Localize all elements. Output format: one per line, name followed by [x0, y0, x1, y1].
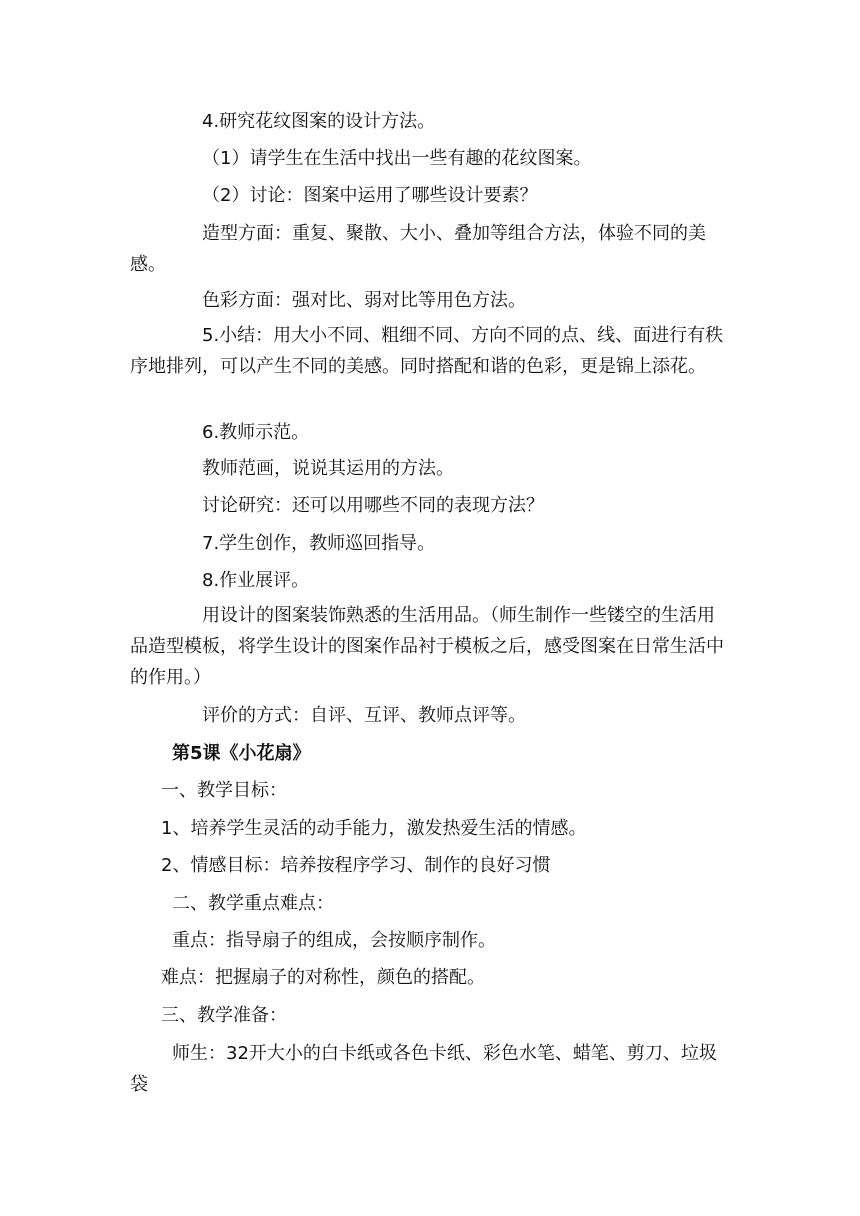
key-point-item: 重点：指导扇子的组成，会按顺序制作。: [172, 930, 496, 951]
section-key-points-heading: 二、教学重点难点：: [172, 893, 334, 914]
paragraph-step6: 6.教师示范。: [202, 422, 310, 443]
paragraph-step7: 7.学生创作，教师巡回指导。: [202, 533, 436, 554]
paragraph-teacher-demo: 教师范画，说说其运用的方法。: [202, 458, 454, 479]
section-goals-heading: 一、教学目标：: [161, 780, 287, 801]
paragraph-color: 色彩方面：强对比、弱对比等用色方法。: [202, 290, 526, 311]
paragraph-decorate: 用设计的图案装饰熟悉的生活用品。（师生制作一些镂空的生活用品造型模板，将学生设计的图案作品衬于模板之后，感受图案在日常生活中的作用。）: [130, 605, 724, 688]
preparation-item: 师生：32开大小的白卡纸或各色卡纸、彩色水笔、蜡笔、剪刀、垃圾袋: [130, 1043, 717, 1095]
goal-item-2: 2、情感目标：培养按程序学习、制作的良好习惯: [161, 855, 551, 876]
goal-item-1: 1、培养学生灵活的动手能力，激发热爱生活的情感。: [161, 818, 587, 839]
paragraph-evaluation: 评价的方式：自评、互评、教师点评等。: [202, 705, 526, 726]
paragraph-step4: 4.研究花纹图案的设计方法。: [202, 111, 436, 132]
difficulty-item: 难点：把握扇子的对称性，颜色的搭配。: [161, 967, 485, 988]
section-preparation-heading: 三、教学准备：: [161, 1005, 287, 1026]
paragraph-discussion: 讨论研究：还可以用哪些不同的表现方法？: [202, 495, 544, 516]
lesson-title: 第5课《小花扇》: [172, 743, 311, 764]
paragraph-step5-summary: 5.小结：用大小不同、粗细不同、方向不同的点、线、面进行有秩序地排列，可以产生不同的美感。同时搭配和谐的色彩，更是锦上添花。: [130, 325, 724, 377]
paragraph-shape: 造型方面：重复、聚散、大小、叠加等组合方法，体验不同的美感。: [130, 223, 706, 275]
paragraph-step4-1: （1）请学生在生活中找出一些有趣的花纹图案。: [202, 148, 592, 169]
paragraph-step4-2: （2）讨论：图案中运用了哪些设计要素？: [202, 185, 538, 206]
paragraph-step8: 8.作业展评。: [202, 570, 310, 591]
